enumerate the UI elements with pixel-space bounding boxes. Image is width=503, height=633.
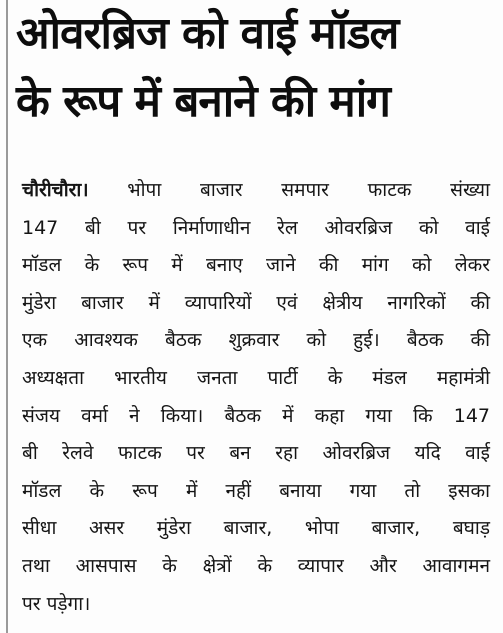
dateline: चौरीचौरा।	[22, 179, 89, 201]
body-line-7: संजय वर्मा ने किया। बैठक में कहा गया कि 147	[22, 404, 490, 427]
headline-line-1: ओवरब्रिज को वाई मॉडल	[16, 8, 399, 59]
article-body	[22, 172, 490, 623]
body-line-11: तथा आसपास के क्षेत्रों के व्यापार और आवागमन	[22, 554, 490, 577]
body-line-1	[22, 172, 490, 210]
body-line-6: अध्यक्षता भारतीय जनता पार्टी के मंडल महामंत्री	[22, 366, 490, 389]
body-line-3: मॉडल के रूप में बनाए जाने की मांग को लेकर	[22, 254, 490, 277]
body-line-9: मॉडल के रूप में नहीं बनाया गया तो इसका	[22, 479, 490, 502]
body-line-1-text: भोपा बाजार समपार फाटक संख्या	[127, 179, 490, 201]
body-line-10: सीधा असर मुंडेरा बाजार, भोपा बाजार, बघाड़	[22, 517, 490, 540]
body-line-2: 147 बी पर निर्माणाधीन रेल ओवरब्रिज को वाई	[22, 216, 490, 239]
body-line-4: मुंडेरा बाजार में व्यापारियों एवं क्षेत्रीय नागरिकों की	[22, 291, 490, 314]
body-line-12: पर पड़ेगा।	[22, 592, 91, 615]
headline-line-2: के रूप में बनाने की मांग	[16, 76, 390, 127]
body-line-8: बी रेलवे फाटक पर बन रहा ओवरब्रिज यदि वाई	[22, 442, 490, 465]
body-line-5: एक आवश्यक बैठक शुक्रवार को हुई। बैठक की	[22, 329, 490, 352]
column-divider	[6, 0, 8, 633]
headline	[16, 0, 500, 136]
